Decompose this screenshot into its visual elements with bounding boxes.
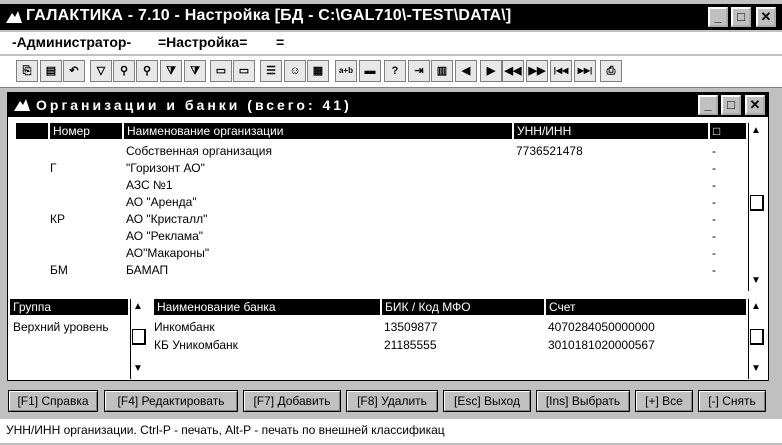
paste-icon[interactable]: ▤ <box>40 60 62 82</box>
menu-bar <box>0 32 782 54</box>
add-button[interactable]: [F7] Добавить <box>243 390 341 412</box>
org-row-flag[interactable]: - <box>712 178 716 192</box>
exit-button[interactable]: [Esc] Выход <box>443 390 531 412</box>
bank-row-bik[interactable]: 21185555 <box>384 338 437 352</box>
org-row-flag[interactable]: - <box>712 229 716 243</box>
list-icon[interactable]: ☰ <box>260 60 282 82</box>
org-row-inn[interactable]: 7736521478 <box>516 144 583 158</box>
bank-scrollbar[interactable] <box>748 299 766 379</box>
find-next-icon[interactable]: ⚲ <box>136 60 158 82</box>
edit-button[interactable]: [F4] Редактировать <box>104 390 238 412</box>
org-row-name[interactable]: АО "Кристалл" <box>126 212 208 226</box>
inner-title-bar <box>8 93 768 117</box>
help-icon[interactable]: ? <box>384 60 406 82</box>
rewind-icon[interactable]: ◀◀ <box>502 60 524 82</box>
org-row-flag[interactable]: - <box>712 212 716 226</box>
inner-close-button[interactable]: ✕ <box>745 95 765 115</box>
table-icon[interactable]: ▦ <box>307 60 329 82</box>
bank-row-name[interactable]: КБ Уникомбанк <box>154 338 238 352</box>
org-inn-header[interactable]: УНН/ИНН <box>514 123 708 139</box>
deselect-button[interactable]: [-] Снять <box>698 390 766 412</box>
org-row-flag[interactable]: - <box>712 144 716 158</box>
next-icon[interactable]: ▶ <box>480 60 502 82</box>
maximize-button[interactable]: □ <box>731 7 751 27</box>
status-bar: УНН/ИНН организации. Ctrl-P - печать, Alt-P - печать по внешней классификац <box>0 419 782 443</box>
bank-row-name[interactable]: Инкомбанк <box>154 320 215 334</box>
menu-settings[interactable]: =Настройка= <box>158 34 248 50</box>
columns-icon[interactable]: ▥ <box>431 60 453 82</box>
scroll-up-arrow-icon[interactable]: ▲ <box>751 301 761 312</box>
org-marker-header <box>16 123 48 139</box>
org-row-name[interactable]: Собственная организация <box>126 144 272 158</box>
print-icon[interactable]: ⎙ <box>600 60 622 82</box>
title-bar <box>0 4 782 30</box>
org-scrollbar[interactable] <box>748 123 766 291</box>
bank-row-account[interactable]: 4070284050000000 <box>548 320 655 334</box>
org-row-name[interactable]: АО "Реклама" <box>126 229 204 243</box>
menu-extra[interactable]: = <box>276 34 285 50</box>
select-button[interactable]: [Ins] Выбрать <box>536 390 630 412</box>
select-all-button[interactable]: [+] Все <box>635 390 693 412</box>
org-scroll-thumb[interactable] <box>750 195 764 211</box>
exit-icon[interactable]: ⇥ <box>408 60 430 82</box>
open-folder-icon[interactable]: ▭ <box>210 60 232 82</box>
inner-minimize-button[interactable]: _ <box>698 95 718 115</box>
bank-account-header[interactable]: Счет <box>546 299 746 315</box>
close-button[interactable]: ✕ <box>756 7 776 27</box>
smiley-icon[interactable]: ☺ <box>284 60 306 82</box>
org-row-flag[interactable]: - <box>712 246 716 260</box>
minimize-button[interactable]: _ <box>708 7 728 27</box>
group-scroll-thumb[interactable] <box>132 329 146 345</box>
delete-button[interactable]: [F8] Удалить <box>346 390 438 412</box>
org-row-flag[interactable]: - <box>712 161 716 175</box>
filter-set-icon[interactable]: ⧩ <box>160 60 182 82</box>
org-row-name[interactable]: "Горизонт АО" <box>126 161 205 175</box>
bank-scroll-thumb[interactable] <box>750 329 764 345</box>
help-button[interactable]: [F1] Справка <box>8 390 98 412</box>
org-row-number[interactable]: БМ <box>50 263 68 277</box>
filter-icon[interactable]: ▽ <box>90 60 112 82</box>
scroll-down-arrow-icon[interactable]: ▼ <box>751 363 761 374</box>
scroll-up-arrow-icon[interactable]: ▲ <box>751 125 761 136</box>
org-row-name[interactable]: АО"Макароны" <box>126 246 210 260</box>
scroll-down-arrow-icon[interactable]: ▼ <box>133 363 143 374</box>
calc-icon[interactable]: a+b <box>335 60 357 82</box>
org-row-flag[interactable]: - <box>712 263 716 277</box>
galaktika-logo-icon <box>4 7 24 27</box>
prev-icon[interactable]: ◀ <box>455 60 477 82</box>
first-icon[interactable]: |◀◀ <box>550 60 572 82</box>
org-flag-header[interactable]: □ <box>710 123 746 139</box>
org-row-flag[interactable]: - <box>712 195 716 209</box>
bank-row-account[interactable]: 3010181020000567 <box>548 338 655 352</box>
org-row-name[interactable]: АО "Аренда" <box>126 195 197 209</box>
org-row-name[interactable]: АЗС №1 <box>126 178 173 192</box>
find-icon[interactable]: ⚲ <box>113 60 135 82</box>
copy-icon[interactable]: ⎘ <box>16 60 38 82</box>
forward-icon[interactable]: ▶▶ <box>526 60 548 82</box>
keyboard-icon[interactable]: ▬ <box>359 60 381 82</box>
group-row[interactable]: Верхний уровень <box>13 320 109 334</box>
orgs-banks-window <box>7 92 769 381</box>
inner-maximize-button[interactable]: □ <box>721 95 741 115</box>
group-scrollbar[interactable] <box>130 299 148 379</box>
filter-clear-icon[interactable]: ⧩ <box>184 60 206 82</box>
search-folder-icon[interactable]: ▭ <box>233 60 255 82</box>
org-name-header[interactable]: Наименование организации <box>124 123 512 139</box>
scroll-down-arrow-icon[interactable]: ▼ <box>751 275 761 286</box>
toolbar <box>0 56 782 88</box>
last-icon[interactable]: ▶▶| <box>574 60 596 82</box>
org-row-number[interactable]: КР <box>50 212 65 226</box>
menu-administrator[interactable]: -Администратор- <box>12 34 132 50</box>
galaktika-logo-icon <box>12 95 32 115</box>
bank-name-header[interactable]: Наименование банка <box>154 299 380 315</box>
undo-icon[interactable]: ↶ <box>63 60 85 82</box>
org-number-header[interactable]: Номер <box>50 123 122 139</box>
group-header[interactable]: Группа <box>10 299 128 315</box>
window-title: ГАЛАКТИКА - 7.10 - Настройка [БД - C:\GAL710\-TEST\DATA\] <box>26 7 512 24</box>
org-row-number[interactable]: Г <box>50 161 57 175</box>
org-row-name[interactable]: БАМАП <box>126 263 169 277</box>
bank-bik-header[interactable]: БИК / Код МФО <box>382 299 544 315</box>
bank-row-bik[interactable]: 13509877 <box>384 320 438 334</box>
inner-window-title: Организации и банки (всего: 41) <box>36 97 352 113</box>
scroll-up-arrow-icon[interactable]: ▲ <box>133 301 143 312</box>
